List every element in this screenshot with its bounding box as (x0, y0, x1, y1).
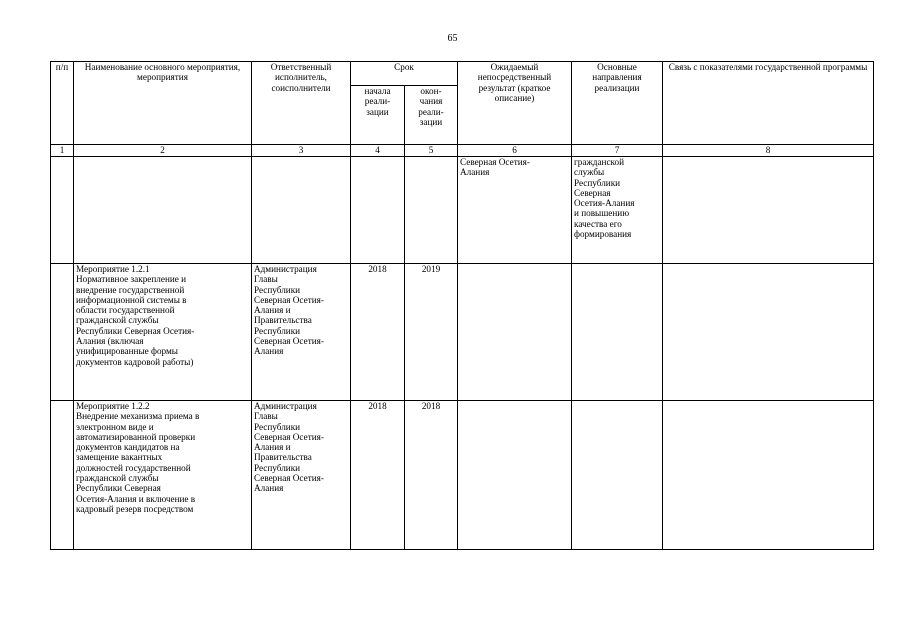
cell-start: 2018 (351, 264, 405, 401)
cell-end: 2018 (405, 401, 458, 550)
table-row (51, 157, 874, 264)
column-number-row (51, 145, 874, 157)
cell-expected-result: Северная Осетия- Алания (458, 157, 572, 264)
header-link: Связь с показателями государственной программы (663, 62, 874, 145)
cell-link (663, 401, 874, 550)
cell-start (351, 157, 405, 264)
column-number: 1 (51, 145, 74, 157)
cell-end: 2019 (405, 264, 458, 401)
cell-link (663, 264, 874, 401)
cell-directions (572, 264, 663, 401)
cell-expected-result (458, 264, 572, 401)
column-number: 8 (663, 145, 874, 157)
cell-end (405, 157, 458, 264)
cell-responsible (252, 157, 351, 264)
cell-link (663, 157, 874, 264)
header-responsible: Ответственный исполнитель, соисполнители (252, 62, 351, 145)
header-directions: Основные направления реализации (572, 62, 663, 145)
cell-directions (572, 401, 663, 550)
cell-responsible: Администрация Главы Республики Северная Осетия- Алания и Правительства Республики Северная Осетия- Алания (252, 264, 351, 401)
page-number: 65 (447, 33, 458, 44)
cell-expected-result (458, 401, 572, 550)
header-np: п/п (51, 62, 74, 145)
cell-name: Мероприятие 1.2.1 Нормативное закрепление и внедрение государственной информационной системы в области государственной гражданской службы Республики Северная Осетия- Алания (включая унифицированные формы документов кадровой работы) (74, 264, 252, 401)
header-expected-result: Ожидаемый непосредственный результат (краткое описание) (458, 62, 572, 145)
column-number: 7 (572, 145, 663, 157)
header-term: Срок (351, 62, 458, 86)
table-row (51, 401, 874, 550)
header-end: окон- чания реали- зации (405, 86, 458, 145)
cell-responsible: Администрация Главы Республики Северная Осетия- Алания и Правительства Республики Северная Осетия- Алания (252, 401, 351, 550)
table-row (51, 264, 874, 401)
header-name: Наименование основного мероприятия, мероприятия (74, 62, 252, 145)
cell-name (74, 157, 252, 264)
cell-start: 2018 (351, 401, 405, 550)
column-number: 5 (405, 145, 458, 157)
column-number: 3 (252, 145, 351, 157)
column-number: 6 (458, 145, 572, 157)
program-table (50, 61, 874, 550)
cell-np (51, 157, 74, 264)
cell-np (51, 401, 74, 550)
column-number: 4 (351, 145, 405, 157)
cell-np (51, 264, 74, 401)
header-start: начала реали- зации (351, 86, 405, 145)
cell-directions: гражданской службы Республики Северная Осетия-Алания и повышению качества его формирования (572, 157, 663, 264)
cell-name: Мероприятие 1.2.2 Внедрение механизма приема в электронном виде и автоматизированной проверки документов кандидатов на замещение вакантных должностей государственной гражданской службы Республики Северная Осетия-Алания и включение в кадровый резерв посредством (74, 401, 252, 550)
column-number: 2 (74, 145, 252, 157)
